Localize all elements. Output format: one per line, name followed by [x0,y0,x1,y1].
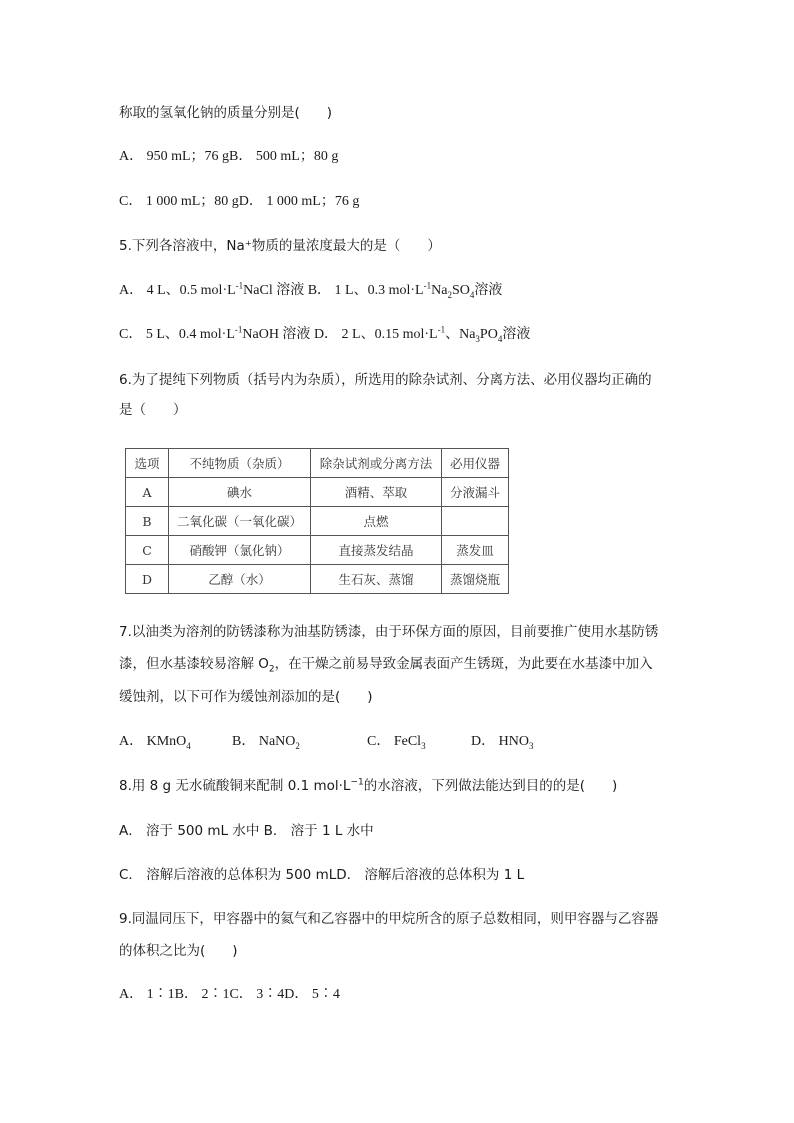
table-cell: B [126,507,169,536]
q5-option-b: B． 1 L、0.3 $mol\cdot L^{-1}Na_2SO_4$溶液 [307,280,503,300]
q7-stem-line3: 缓蚀剂，以下可作为缓蚀剂添加的是( ) [119,689,373,705]
q7-option-c: C． FeCl$_3$ [367,734,426,751]
table-cell: 酒精、萃取 [311,478,442,507]
q7-stem-line1: 7.以油类为溶剂的防锈漆称为油基防锈漆，由于环保方面的原因，目前要推广使用水基防锈 [119,624,659,640]
table-header-cell: 选项 [126,449,169,478]
q4-options-ab: A． 950 mL；76 gB． 500 mL；80 g [119,149,339,164]
table-cell: A [126,478,169,507]
q5-options-ab [119,282,502,300]
q7-option-d: D． $HNO_3$ [471,734,534,751]
table-cell: C [126,536,169,565]
q6-stem-line1: 6.为了提纯下列物质（括号内为杂质），所选用的除杂试剂、分离方法、必用仪器均正确的 [119,372,652,388]
table-cell: 分液漏斗 [442,478,509,507]
q5-options-cd [119,326,530,344]
table-cell: 点燃 [311,507,442,536]
table-cell: 二氧化碳（一氧化碳） [169,507,311,536]
q8-stem: 8.用 8 g 无水硫酸铜来配制 0.1 $mol\cdot L^{-1}$的水溶液，下列做法能达到目的的是( ) [119,777,618,794]
q4-options-cd: C． 1 000 mL；80 gD． 1 000 mL；76 g [119,194,360,209]
table-row [126,536,509,565]
table-header-cell: 不纯物质（杂质） [169,449,311,478]
table-cell: 乙醇（水） [169,565,311,594]
q7-option-a: A． KMnO$_4$ [119,734,191,751]
table-cell: 生石灰、蒸馏 [311,565,442,594]
table-cell: 碘水 [169,478,311,507]
q5-option-d: D． 2 L、0.15 $mol\cdot L^{-1}$、$Na_3PO_4$溶液 [313,324,531,344]
q6-stem-line2: 是（ ） [119,402,187,418]
table-cell: 硝酸钾（氯化钠） [169,536,311,565]
q9-stem-line1: 9.同温同压下，甲容器中的氦气和乙容器中的甲烷所含的原子总数相同，则甲容器与乙容器 [119,911,659,927]
table-row [126,565,509,594]
q4-stem: 称取的氢氧化钠的质量分别是( ) [119,105,333,121]
table-header-row [126,449,509,478]
q5-stem: 5.下列各溶液中，Na⁺物质的量浓度最大的是（ ） [119,238,441,254]
q7-stem-line2: 漆，但水基漆较易溶解 $O_2$，在干燥之前易导致金属表面产生锈斑，为此要在水基漆中加入 [119,656,653,675]
q9-options: A． 1∶1B． 2∶1C． 3∶4D． 5∶4 [119,987,340,1002]
q9-stem-line2: 的体积之比为( ) [119,943,238,959]
table-cell [442,507,509,536]
q7-option-b: B． NaNO$_2$ [232,734,300,751]
table-cell: D [126,565,169,594]
table-header-cell: 必用仪器 [442,449,509,478]
q8-options-ab: A． 溶于 500 mL 水中 B． 溶于 1 L 水中 [119,823,374,839]
table-cell: 蒸馏烧瓶 [442,565,509,594]
table-header-cell: 除杂试剂或分离方法 [311,449,442,478]
q5-option-a: A． 4 L、0.5 $mol\cdot L^{-1}NaCl$ 溶液 [119,280,305,298]
table-cell: 直接蒸发结晶 [311,536,442,565]
table-row [126,507,509,536]
q8-options-cd: C． 溶解后溶液的总体积为 500 mLD． 溶解后溶液的总体积为 1 L [119,867,525,883]
table-row [126,478,509,507]
q6-table [125,448,509,594]
table-cell: 蒸发皿 [442,536,509,565]
q5-option-c: C． 5 L、0.4 $mol\cdot L^{-1}NaOH$ 溶液 [119,324,311,342]
